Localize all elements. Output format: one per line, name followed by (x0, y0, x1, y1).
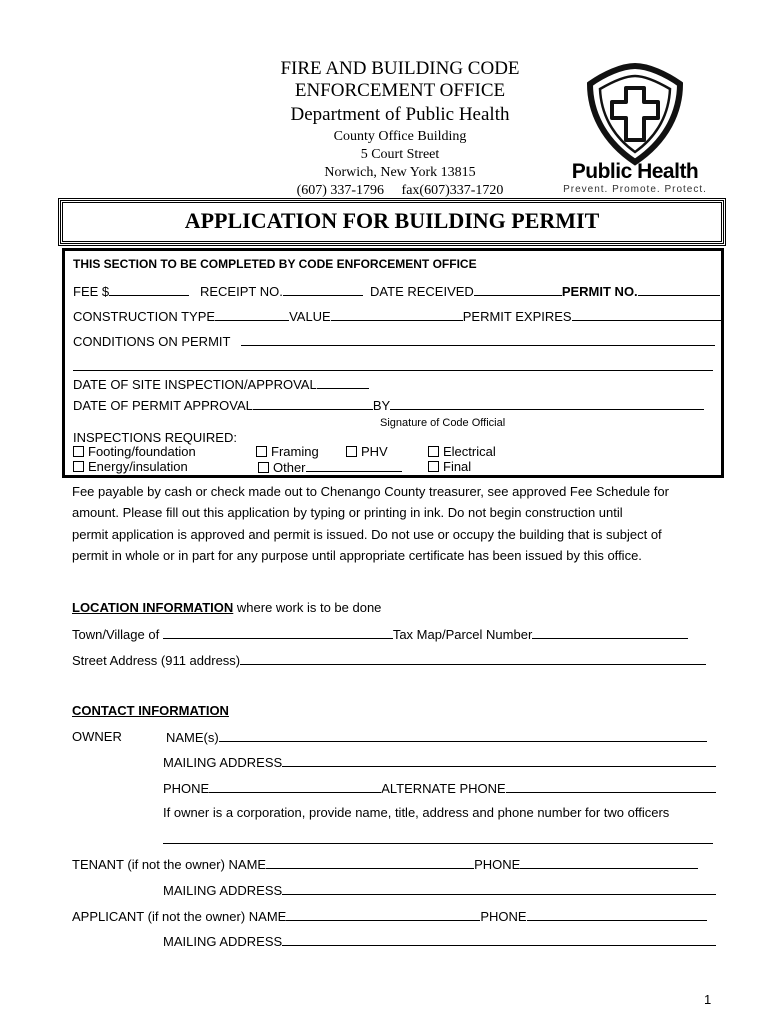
date-received-field[interactable] (474, 283, 562, 296)
permit-expires-label: PERMIT EXPIRES (462, 309, 572, 324)
address-line2: 5 Court Street (360, 147, 440, 162)
applicant-mailing-label: MAILING ADDRESS (163, 934, 283, 949)
site-inspection-field[interactable] (317, 376, 369, 389)
date-received-label: DATE RECEIVED (370, 284, 474, 299)
check-other[interactable] (258, 459, 402, 475)
owner-phone-label: PHONE (163, 781, 210, 796)
tax-map-field[interactable] (532, 626, 688, 639)
owner-name-label: NAME(s) (166, 730, 219, 745)
site-inspection-row (73, 376, 369, 392)
notice-line1: Fee payable by cash or check made out to Chenango County treasurer, see approved Fee Schedule for (72, 484, 669, 499)
contact-heading: CONTACT INFORMATION (72, 703, 229, 718)
corp-note: If owner is a corporation, provide name, title, address and phone number for two officers (163, 805, 670, 820)
permit-expires-field[interactable] (572, 308, 724, 321)
check-framing[interactable] (256, 444, 319, 459)
check-phv[interactable] (346, 444, 388, 459)
inspections-required-label: INSPECTIONS REQUIRED: (73, 430, 237, 445)
office-name-line2: ENFORCEMENT OFFICE (294, 80, 506, 101)
construction-type-field[interactable] (215, 308, 289, 321)
signature-field[interactable] (390, 397, 704, 410)
tenant-name-label: TENANT (if not the owner) NAME (72, 857, 267, 872)
checkbox[interactable] (256, 446, 267, 457)
tenant-mailing-field[interactable] (282, 882, 716, 895)
permit-no-field[interactable] (638, 283, 720, 296)
signature-caption: Signature of Code Official (380, 417, 506, 429)
permit-approval-field[interactable] (253, 397, 373, 410)
form-title: APPLICATION FOR BUILDING PERMIT (184, 208, 600, 233)
check-label: Footing/foundation (88, 444, 196, 459)
location-heading-text: LOCATION INFORMATION (72, 600, 234, 615)
check-label: PHV (361, 444, 388, 459)
office-name-line1: FIRE AND BUILDING CODE (280, 58, 520, 79)
owner-name-row (166, 729, 707, 745)
construction-row (73, 308, 724, 324)
public-health-logo (580, 62, 690, 166)
check-label: Electrical (443, 444, 496, 459)
address-line3: Norwich, New York 13815 (324, 165, 476, 180)
check-electrical[interactable] (428, 444, 496, 459)
street-field[interactable] (240, 652, 706, 665)
applicant-phone-label: PHONE (480, 909, 527, 924)
checkbox[interactable] (73, 461, 84, 472)
checkbox[interactable] (346, 446, 357, 457)
page-number: 1 (704, 992, 712, 1007)
town-row (72, 626, 688, 642)
conditions-field-line2[interactable] (73, 370, 713, 371)
checkbox[interactable] (258, 462, 269, 473)
tenant-mailing-row (163, 882, 716, 898)
conditions-row (73, 333, 715, 349)
permit-no-label: PERMIT NO. (561, 284, 638, 299)
tax-map-label: Tax Map/Parcel Number (392, 627, 533, 642)
applicant-row (72, 908, 707, 924)
check-label: Other (273, 460, 306, 475)
check-footing[interactable] (73, 444, 196, 459)
fee-row (73, 283, 720, 299)
alt-phone-field[interactable] (506, 780, 716, 793)
other-field[interactable] (306, 459, 402, 472)
value-label: VALUE (289, 309, 331, 324)
check-final[interactable] (428, 459, 471, 474)
owner-phone-field[interactable] (209, 780, 381, 793)
checkbox[interactable] (73, 446, 84, 457)
owner-mailing-field[interactable] (282, 754, 716, 767)
town-label: Town/Village of (72, 627, 163, 642)
street-label: Street Address (911 address) (72, 653, 241, 668)
receipt-field[interactable] (283, 283, 363, 296)
check-energy[interactable] (73, 459, 188, 474)
applicant-name-field[interactable] (286, 908, 480, 921)
conditions-label: CONDITIONS ON PERMIT (73, 334, 231, 349)
permit-approval-row (73, 397, 704, 413)
shield-cross-icon (580, 62, 690, 166)
check-label: Energy/insulation (88, 459, 188, 474)
conditions-field[interactable] (241, 333, 715, 346)
applicant-phone-field[interactable] (527, 908, 707, 921)
fee-label: FEE $ (73, 284, 110, 299)
tenant-phone-field[interactable] (520, 856, 698, 869)
owner-phone-row (163, 780, 716, 796)
tenant-row (72, 856, 698, 872)
corp-officers-field[interactable] (163, 843, 713, 844)
location-heading-suffix: where work is to be done (233, 600, 382, 615)
notice-line3: permit application is approved and permit is issued. Do not use or occupy the building that is subject of (72, 527, 662, 542)
tenant-phone-label: PHONE (474, 857, 521, 872)
value-field[interactable] (331, 308, 463, 321)
alt-phone-label: ALTERNATE PHONE (381, 781, 506, 796)
address-line1: County Office Building (333, 129, 467, 144)
applicant-name-label: APPLICANT (if not the owner) NAME (72, 909, 287, 924)
department-name: Department of Public Health (290, 104, 510, 125)
location-heading (72, 600, 381, 615)
street-row (72, 652, 706, 668)
logo-tagline: Prevent. Promote. Protect. (563, 184, 707, 195)
construction-type-label: CONSTRUCTION TYPE (73, 309, 216, 324)
applicant-mailing-row (163, 933, 716, 949)
applicant-mailing-field[interactable] (282, 933, 716, 946)
owner-name-field[interactable] (219, 729, 707, 742)
town-field[interactable] (163, 626, 393, 639)
owner-mailing-label: MAILING ADDRESS (163, 755, 283, 770)
checkbox[interactable] (428, 461, 439, 472)
office-section-heading: THIS SECTION TO BE COMPLETED BY CODE ENFORCEMENT OFFICE (73, 257, 477, 271)
tenant-name-field[interactable] (266, 856, 474, 869)
tenant-mailing-label: MAILING ADDRESS (163, 883, 283, 898)
by-label: BY (372, 398, 391, 413)
permit-approval-label: DATE OF PERMIT APPROVAL (73, 398, 253, 413)
owner-mailing-row (163, 754, 716, 770)
checkbox[interactable] (428, 446, 439, 457)
receipt-label: RECEIPT NO. (199, 284, 283, 299)
phone-fax: (607) 337-1796 fax(607)337-1720 (296, 183, 504, 198)
check-label: Final (443, 459, 472, 474)
notice-line4: permit in whole or in part for any purpose until appropriate certificate has been issued by this office. (72, 548, 642, 563)
check-label: Framing (271, 444, 319, 459)
fee-field[interactable] (109, 283, 189, 296)
owner-label: OWNER (72, 729, 122, 744)
logo-title: Public Health (571, 160, 699, 183)
site-inspection-label: DATE OF SITE INSPECTION/APPROVAL (73, 377, 317, 392)
notice-line2: amount. Please fill out this application by typing or printing in ink. Do not begin construction until (72, 505, 623, 520)
